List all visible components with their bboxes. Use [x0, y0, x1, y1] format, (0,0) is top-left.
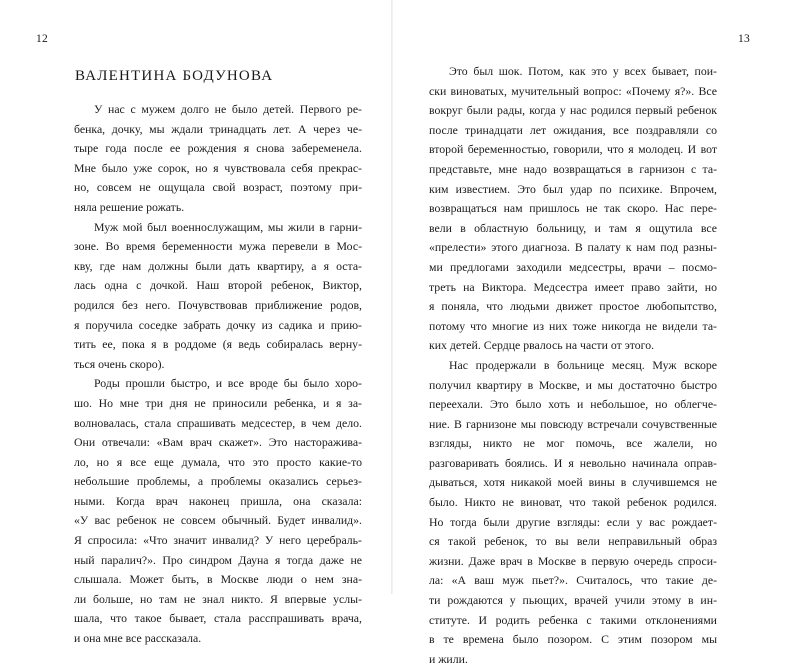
text-line: и жили.: [429, 651, 468, 666]
text-line: «прелести» этого диагноза. В палату к нам под разны-: [429, 240, 717, 255]
text-line: вокруг были рады, когда у нас родился первый ребенок: [429, 103, 717, 118]
text-line: вели в областную больницу, и там я ощутила все: [429, 220, 717, 235]
text-line: переехали. Это было хоть и небольшое, но облегче-: [429, 397, 717, 412]
text-line: Они отвечали: «Вам врач скажет». Это насторажива-: [74, 435, 362, 450]
text-line: У нас с мужем долго не было детей. Первого ре-: [94, 102, 362, 116]
text-line: я поручила соседке забрать дочку из садика и прию-: [74, 317, 362, 332]
text-line: небольшие проблемы, а проблемы оказались серьез-: [74, 474, 362, 489]
text-line: тыре года после ее рождения я снова забеременела.: [74, 141, 362, 156]
text-line: в те времена было позором. С этим позором мы: [429, 632, 717, 647]
text-line: я поняла, что людьми движет простое любопытство,: [429, 299, 717, 314]
text-line: возвращаться нам пришлось не так скоро. Нас пере-: [429, 201, 717, 216]
text-line: шо. Но мне три дня не приносили ребенка, и я за-: [74, 395, 362, 410]
text-line: ться очень скоро).: [74, 356, 165, 371]
text-line: второй беременностью, говорили, что я молодец. И вот: [429, 142, 717, 157]
text-line: ние. В гарнизоне мы повсюду встречали сочувственные: [429, 416, 717, 431]
text-line: Мне было уже сорок, но я чувствовала себя прекрас-: [74, 160, 362, 175]
text-line: зоне. Во время беременности мужа перевели в Мос-: [74, 239, 362, 254]
text-line: жизни. Даже врач в Москве в первую очередь спроси-: [429, 553, 717, 568]
text-line: ли больше, но там не знал никто. Я впервые услы-: [74, 591, 362, 606]
text-line: ми предлогами заходили медсестры, врачи – посмо-: [429, 259, 717, 274]
text-line: взгляды, никто не мог помочь, все жалели, но: [429, 436, 717, 451]
left-text-column: [74, 100, 362, 649]
text-line: ными. Когда врач наконец пришла, она сказала:: [74, 493, 362, 508]
text-line: ся такой ребенок, то вы вели неправильный образ: [429, 534, 717, 549]
text-line: ный паралич?». Про синдром Дауна я тогда даже не: [74, 552, 362, 567]
text-line: родился без него. Почувствовав приближение родов,: [74, 297, 362, 312]
page-gutter: [391, 0, 393, 594]
text-line: Но тогда были другие взгляды: если у вас рождает-: [429, 514, 717, 529]
right-text-column: [429, 62, 717, 669]
text-line: треть на Виктора. Медсестра имеет право зайти, но: [429, 279, 717, 294]
text-line: было. Никто не виноват, что такой ребенок родился.: [429, 495, 717, 510]
text-line: ких детей. Сердце рвалось на части от этого.: [429, 338, 655, 353]
text-line: но, совсем не ощущала свой возраст, поэтому при-: [74, 180, 362, 195]
text-line: Нас продержали в больнице месяц. Муж вскоре: [449, 357, 717, 372]
text-line: потому что многие из них тоже никогда не видели та-: [429, 318, 717, 333]
text-line: кву, где нам должны были дать квартиру, а я оста-: [74, 258, 362, 273]
text-line: ким известием. Это был удар по психике. Впрочем,: [429, 181, 717, 196]
text-line: разговаривать боялись. И я невольно начинала оправ-: [429, 455, 717, 470]
text-line: получил квартиру в Москве, и мы достаточно быстро: [429, 377, 717, 392]
text-line: «У вас ребенок не совсем обычный. Будет инвалид».: [74, 513, 362, 528]
text-line: Это был шок. Потом, как это у всех бывает, пои-: [449, 64, 717, 78]
text-line: волновалась, стала спрашивать медсестер, в чем дело.: [74, 415, 362, 430]
text-line: шала, что такое бывает, стала расспрашивать врача,: [74, 611, 362, 626]
text-line: няла решение рожать.: [74, 199, 185, 214]
text-line: Муж мой был военнослужащим, мы жили в гарни-: [94, 219, 362, 234]
text-line: лась одна с дочкой. Наш второй ребенок, Виктор,: [74, 278, 362, 293]
text-line: дываться, хотя никакой моей вины в случившемся не: [429, 475, 717, 490]
text-line: ти рождаются у пьющих, врачей учили этому в ин-: [429, 593, 717, 608]
text-line: ло, но я все еще думала, что это просто какие-то: [74, 454, 362, 469]
text-line: и она мне все рассказала.: [74, 631, 202, 646]
text-line: ституте. И родить ребенка с такими отклонениями: [429, 612, 717, 627]
text-line: после тринадцати лет ожидания, все поздравляли со: [429, 122, 717, 137]
text-line: ски виноватых, мучительный вопрос: «Почему я?». Все: [429, 83, 717, 98]
text-line: Роды прошли быстро, и все вроде бы было хоро-: [94, 376, 362, 391]
text-line: тить ее, пока я в роддоме (я ведь собиралась верну-: [74, 337, 362, 352]
text-line: Я спросила: «Что значит инвалид? У него церебраль-: [74, 533, 362, 548]
text-line: бенка, дочку, мы ждали тринадцать лет. А через че-: [74, 121, 362, 136]
text-line: представьте, мне надо возвращаться в гарнизон с та-: [429, 161, 717, 176]
page-number-left: 12: [36, 33, 48, 45]
running-head: ВАЛЕНТИНА БОДУНОВА: [75, 68, 274, 84]
page-number-right: 13: [738, 33, 750, 45]
text-line: ла: «А ваш муж пьет?». Считалось, что такие де-: [429, 573, 717, 588]
text-line: слышала. Может быть, в Москве люди о нем зна-: [74, 572, 362, 587]
